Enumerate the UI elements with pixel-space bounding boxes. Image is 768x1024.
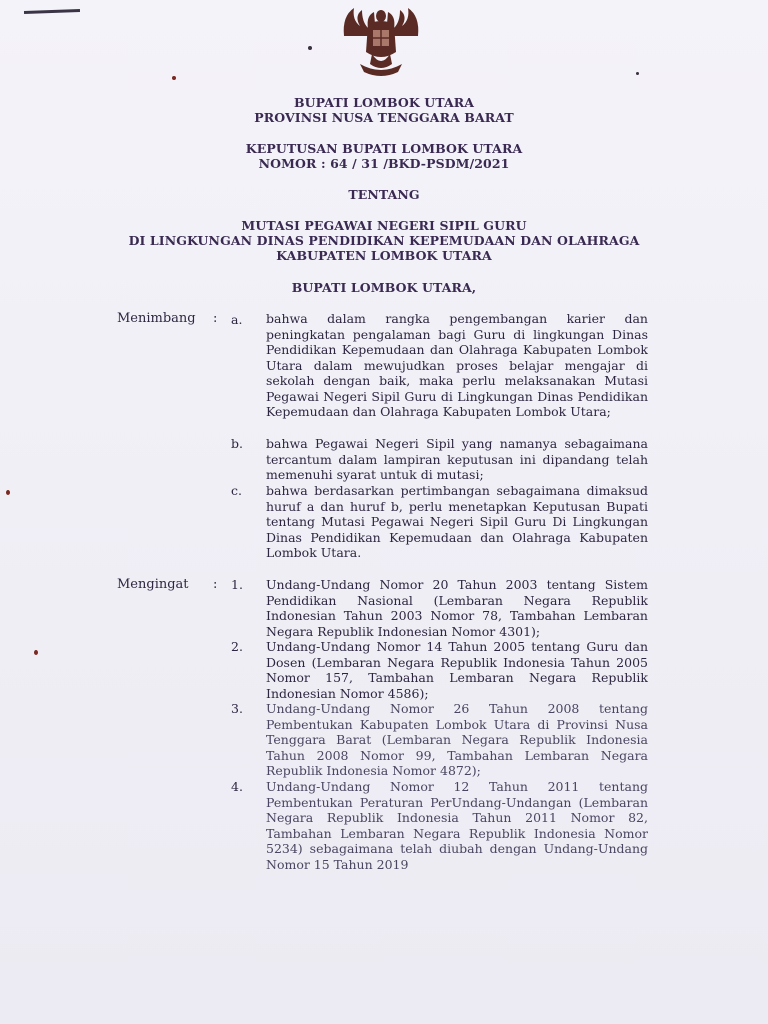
garuda-emblem-icon [338, 2, 424, 80]
mengingat-item-4: Undang-Undang Nomor 12 Tahun 2011 tentang Pembentukan Peraturan PerUndang-Undangan (Lembaran Negara Republik Indonesia Tahun 2011 Nomor 82, Tambahan Lembaran Negara Republik Indonesia Nomor 5234) sebagaimana telah diubah dengan Undang-Undang Nomor 15 Tahun 2019 [266, 779, 648, 872]
scan-speck [636, 72, 639, 75]
menimbang-marker-b: b. [231, 436, 243, 451]
mengingat-label: Mengingat [117, 577, 189, 592]
menimbang-marker-c: c. [231, 483, 242, 498]
mengingat-marker-4: 4. [231, 779, 243, 794]
subject-line-3: KABUPATEN LOMBOK UTARA [276, 248, 492, 263]
about-heading: TENTANG [348, 187, 420, 202]
mengingat-marker-2: 2. [231, 639, 243, 654]
menimbang-marker-a: a. [231, 312, 243, 327]
regent-title: BUPATI LOMBOK UTARA [293, 95, 475, 110]
menimbang-item-c: bahwa berdasarkan pertimbangan sebagaimana dimaksud huruf a dan huruf b, perlu menetapkan Keputusan Bupati tentang Mutasi Pegawai Negeri Sipil Guru Di Lingkungan Dinas Pendidikan Kepemudaan dan Olahraga Kabupaten Lombok Utara. [266, 483, 648, 560]
subject-line-1: MUTASI PEGAWAI NEGERI SIPIL GURU [241, 218, 527, 233]
decree-number: NOMOR : 64 / 31 /BKD-PSDM/2021 [258, 156, 510, 171]
mengingat-item-3: Undang-Undang Nomor 26 Tahun 2008 tentang Pembentukan Kabupaten Lombok Utara di Provinsi Nusa Tenggara Barat (Lembaran Negara Republik Indonesia Tahun 2008 Nomor 99, Tambahan Lembaran Negara Republik Indonesia Nomor 4872); [266, 701, 648, 778]
scan-speck [308, 46, 312, 50]
menimbang-label: Menimbang [117, 311, 196, 326]
subject-line-2: DI LINGKUNGAN DINAS PENDIDIKAN KEPEMUDAAN DAN OLAHRAGA [128, 233, 640, 248]
decree-title: KEPUTUSAN BUPATI LOMBOK UTARA [245, 141, 523, 156]
scan-speck [172, 76, 176, 80]
scan-speck [34, 650, 38, 655]
mengingat-marker-3: 3. [231, 701, 243, 716]
pen-stroke-mark [24, 9, 80, 14]
province-title: PROVINSI NUSA TENGGARA BARAT [254, 110, 514, 125]
menimbang-item-a: bahwa dalam rangka pengembangan karier dan peningkatan pengalaman bagi Guru di lingkungan Dinas Pendidikan Kepemudaan dan Olahraga Kabupaten Lombok Utara dalam mewujudkan proses belajar mengajar di sekolah dengan baik, maka perlu melaksanakan Mutasi Pegawai Negeri Sipil Guru di Lingkungan Dinas Pendidikan Kepemudaan dan Olahraga Kabupaten Lombok Utara; [266, 311, 648, 419]
mengingat-separator: : [213, 577, 218, 592]
menimbang-separator: : [213, 311, 218, 326]
mengingat-marker-1: 1. [231, 577, 243, 592]
mengingat-item-2: Undang-Undang Nomor 14 Tahun 2005 tentang Guru dan Dosen (Lembaran Negara Republik Indonesia Tahun 2005 Nomor 157, Tambahan Lembaran Negara Republik Indonesian Nomor 4586); [266, 639, 648, 701]
scan-speck [6, 490, 10, 495]
menimbang-item-b: bahwa Pegawai Negeri Sipil yang namanya sebagaimana tercantum dalam lampiran keputusan ini dipandang telah memenuhi syarat untuk di mutasi; [266, 436, 648, 482]
issuer-heading: BUPATI LOMBOK UTARA, [291, 280, 477, 295]
mengingat-item-1: Undang-Undang Nomor 20 Tahun 2003 tentang Sistem Pendidikan Nasional (Lembaran Negara Republik Indonesian Tahun 2003 Nomor 78, Tambahan Lembaran Negara Republik Indonesian Nomor 4301); [266, 577, 648, 639]
